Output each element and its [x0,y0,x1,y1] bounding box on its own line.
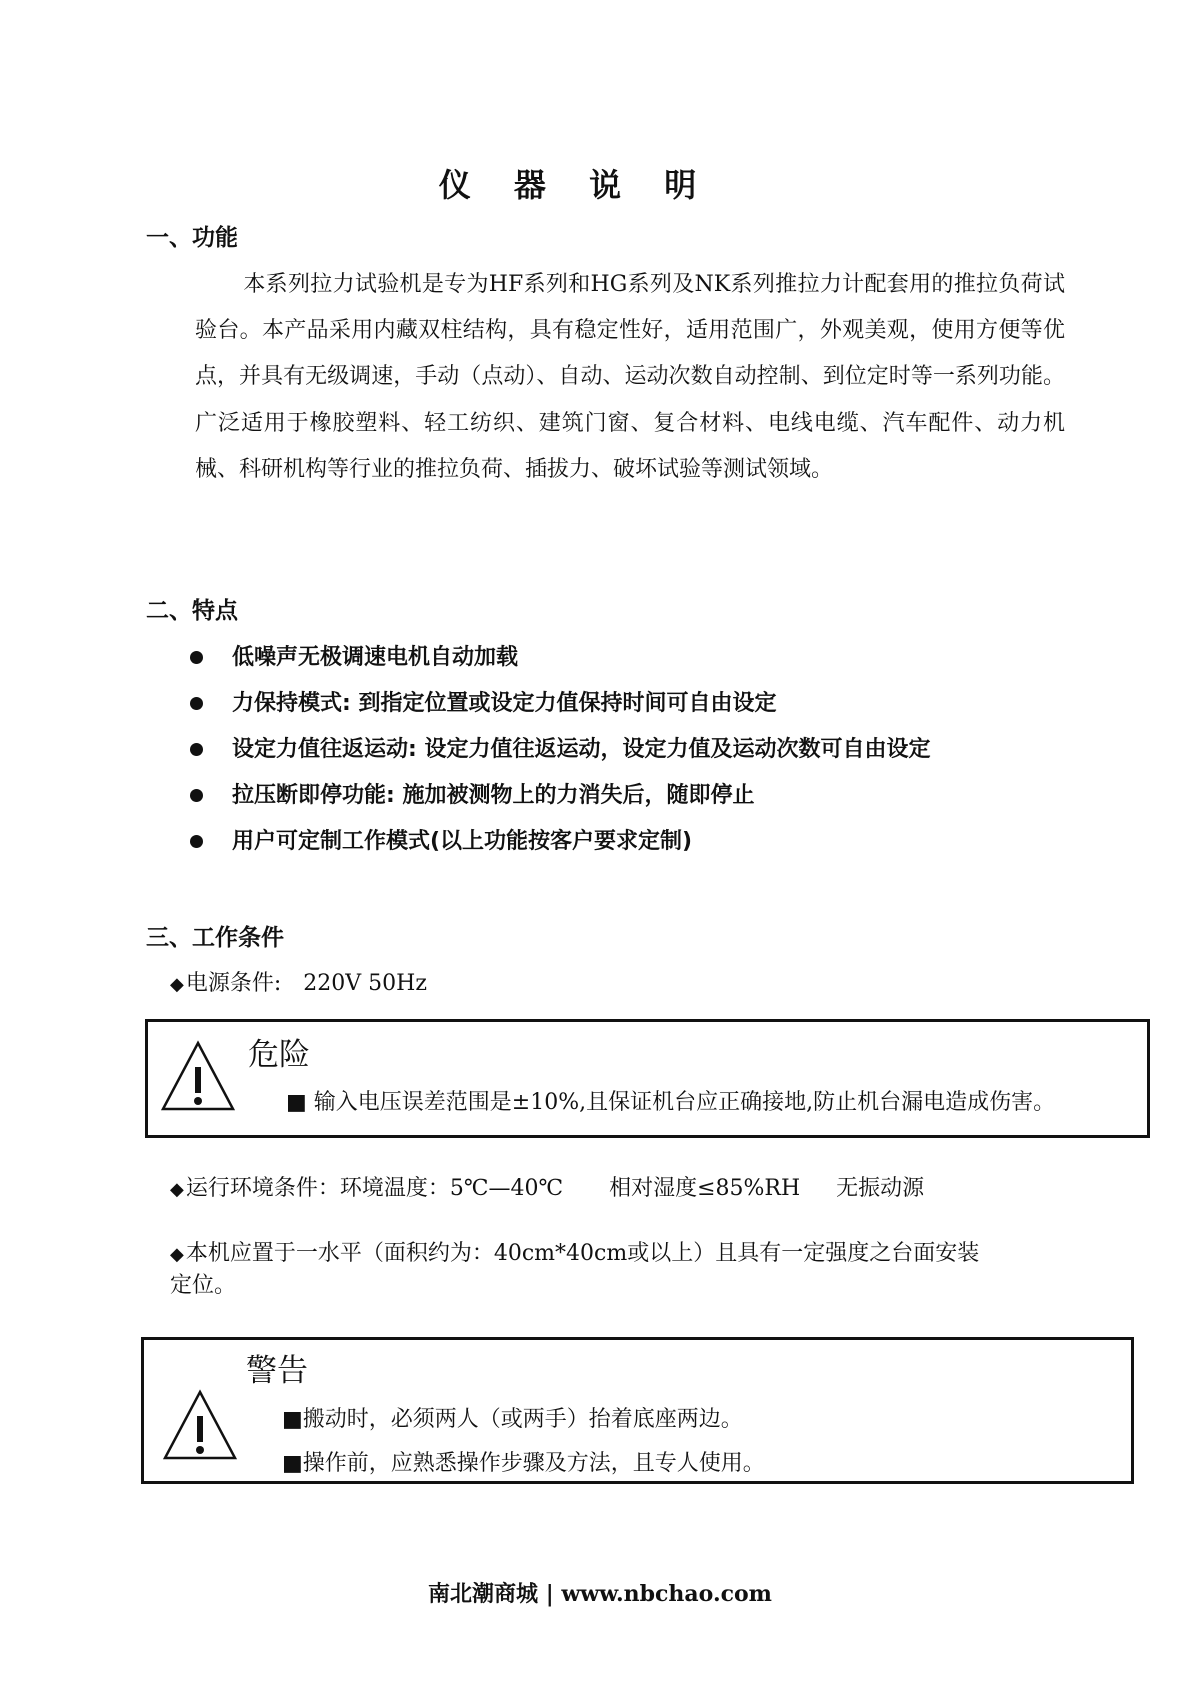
environment-condition: ◆运行环境条件：环境温度：5℃—40℃ 相对湿度≤85%RH 无振动源 [170,1176,925,1201]
danger-title: 危险 [248,1037,310,1073]
page-title: 仪 器 说 明 [438,166,713,204]
function-paragraph-text: 本系列拉力试验机是专为HF系列和HG系列及NK系列推拉力计配套用的推拉负荷试验台。本产品采用内藏双柱结构，具有稳定性好，适用范围广，外观美观，使用方便等优点，并具有无级调速，手动（点动）、自动、运动次数自动控制、到位定时等一系列功能。广泛适用于橡胶塑料、轻工纺织、建筑门窗、复合材料、电线电缆、汽车配件、动力机械、科研机构等行业的推拉负荷、插拔力、破坏试验等测试领域。 [195,272,1065,482]
power-condition: ◆电源条件: 220V 50Hz [170,971,427,996]
warning-text-line1: ■搬动时，必须两人（或两手）抬着底座两边。 [282,1407,743,1432]
list-item: 设定力值往返运动: 设定力值往返运动，设定力值及运动次数可自由设定 [190,727,930,773]
danger-text: ■ 输入电压误差范围是±10%,且保证机台应正确接地,防止机台漏电造成伤害。 [286,1090,1056,1115]
bullet-icon [190,789,203,802]
warning-triangle-icon [162,1388,238,1464]
diamond-bullet-icon: ◆ [170,1244,184,1265]
danger-box [145,1019,1150,1138]
section-heading-features: 二、特点 [146,598,238,624]
function-paragraph [195,262,1065,493]
list-item: 低噪声无极调速电机自动加载 [190,635,930,681]
warning-box [141,1337,1134,1484]
section-heading-function: 一、功能 [146,225,238,251]
warning-triangle-icon [160,1039,236,1115]
warning-title: 警告 [246,1353,308,1389]
footer-text: 南北潮商城 | www.nbchao.com [428,1581,772,1607]
list-item: 用户可定制工作模式(以上功能按客户要求定制) [190,819,930,865]
bullet-icon [190,835,203,848]
diamond-bullet-icon: ◆ [170,974,184,995]
bullet-icon [190,651,203,664]
placement-condition-line2: 定位。 [170,1273,237,1298]
placement-condition-line1: ◆本机应置于一水平（面积约为：40cm*40cm或以上）且具有一定强度之台面安装 [170,1241,980,1266]
section-heading-conditions: 三、工作条件 [146,925,284,951]
bullet-icon [190,697,203,710]
warning-text-line2: ■操作前，应熟悉操作步骤及方法，且专人使用。 [282,1451,765,1476]
diamond-bullet-icon: ◆ [170,1179,184,1200]
bullet-icon [190,743,203,756]
feature-list [190,635,930,865]
list-item: 拉压断即停功能: 施加被测物上的力消失后，随即停止 [190,773,930,819]
list-item: 力保持模式: 到指定位置或设定力值保持时间可自由设定 [190,681,930,727]
